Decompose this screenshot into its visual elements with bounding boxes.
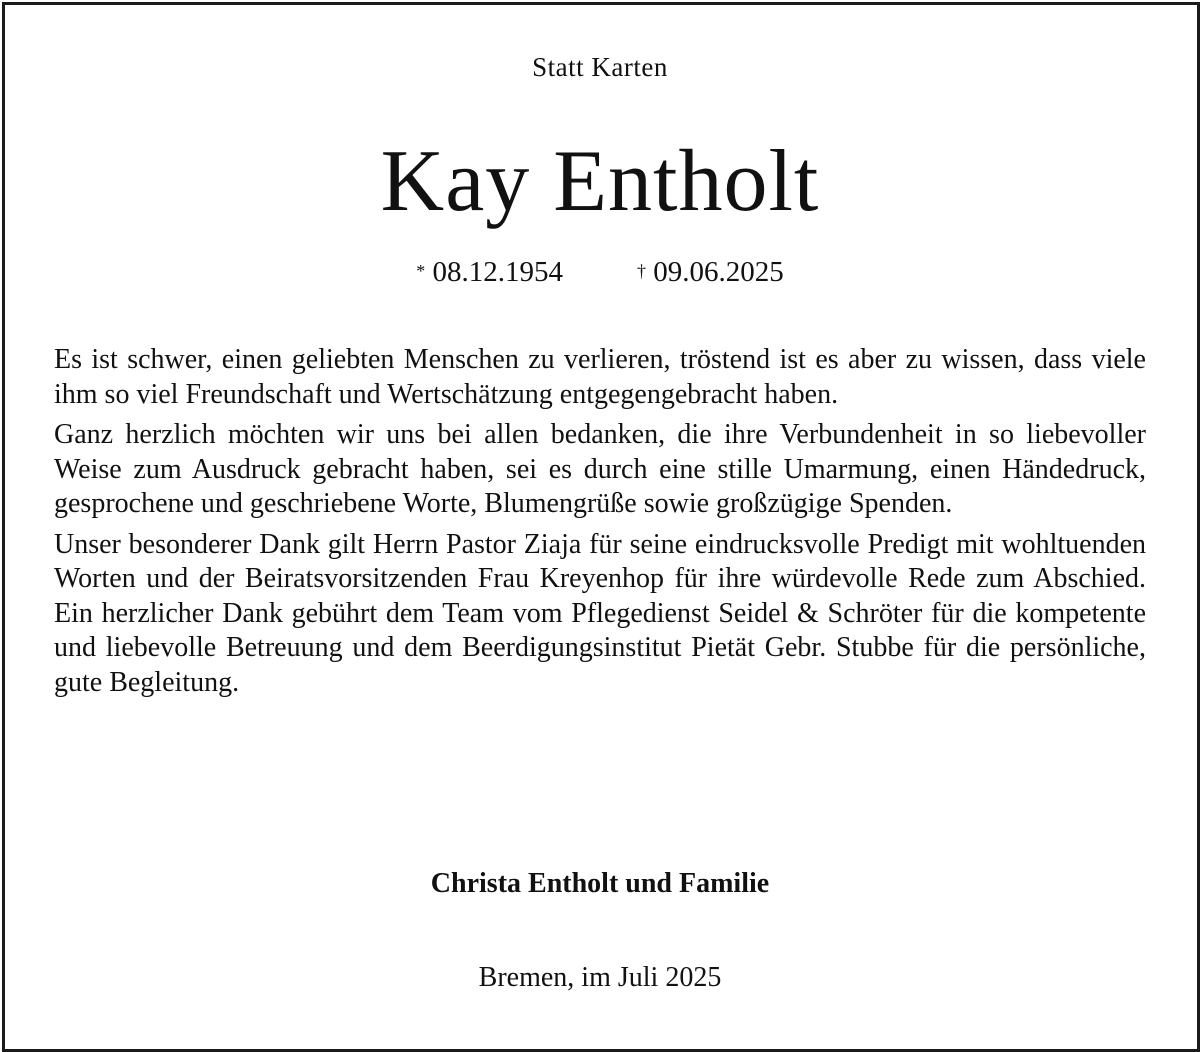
death-symbol: †	[637, 261, 646, 281]
birth-symbol: *	[416, 261, 426, 281]
thank-you-text	[54, 343, 1146, 706]
life-dates	[0, 256, 1200, 289]
place-and-date: Bremen, im Juli 2025	[478, 962, 722, 993]
signature: Christa Entholt und Familie	[430, 868, 770, 899]
death-date-group	[637, 256, 784, 289]
death-date: 09.06.2025	[653, 256, 784, 288]
deceased-name: Kay Entholt	[380, 133, 820, 230]
header-statt-karten: Statt Karten	[532, 52, 668, 82]
birth-date-group	[416, 256, 563, 289]
paragraph-2: Ganz herzlich möchten wir uns bei allen bedanken, die ihre Verbundenheit in so liebevoller Weise zum Ausdruck gebracht haben, sei es durch eine stille Umarmung, einen Händedruck, gesprochene und geschriebene Worte, Blumengrüße sowie großzügige Spenden.	[54, 419, 1146, 519]
birth-date: 08.12.1954	[432, 256, 563, 288]
paragraph-3: Unser besonderer Dank gilt Herrn Pastor Ziaja für seine eindrucksvolle Predigt mit wohltuenden Worten und der Beiratsvorsitzenden Frau Kreyenhop für ihre würdevolle Rede zum Abschied. Ein herzlicher Dank gebührt dem Team vom Pflegedienst Seidel & Schröter für die kompetente und liebevolle Betreuung und dem Beerdigungsinstitut Pietät Gebr. Stubbe für die persönliche, gute Begleitung.	[54, 528, 1146, 698]
paragraph-1: Es ist schwer, einen geliebten Menschen zu verlieren, tröstend ist es aber zu wissen, dass viele ihm so viel Freundschaft und Wertschätzung entgegengebracht haben.	[54, 344, 1146, 410]
